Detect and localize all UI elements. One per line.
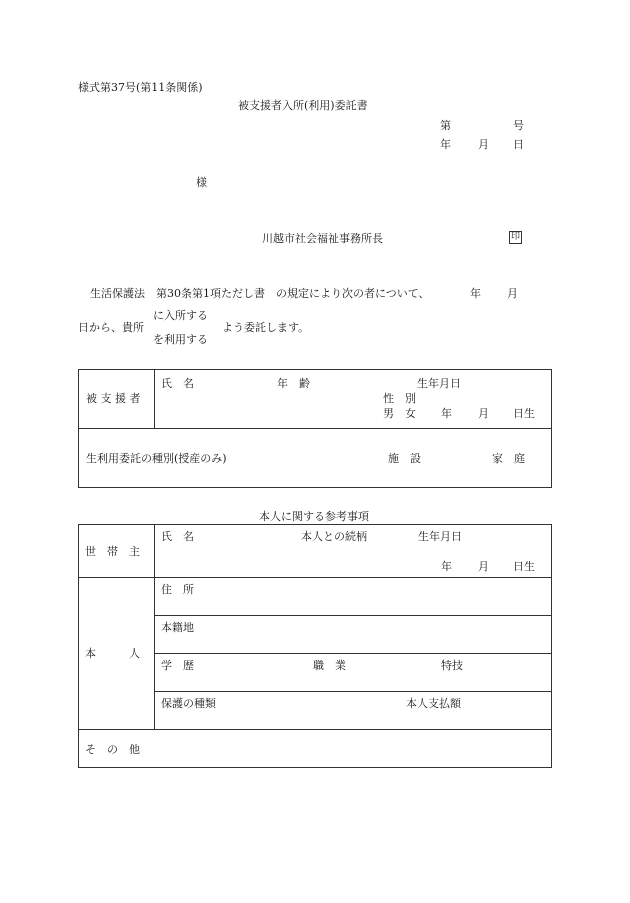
hh-birth-month-label: 月 [478,560,489,573]
hh-birth-day-label: 日生 [513,560,535,573]
address-label: 住 所 [161,583,194,596]
household-head-header: 世 帯 主 [85,545,140,558]
person-header: 本 人 [85,647,140,660]
body-line1: 生活保護法 第30条第1項ただし書 の規定により次の者について、 [90,287,430,300]
sex-options: 男 女 [383,407,416,420]
protection-type-label: 保護の種類 [161,697,216,710]
education-label: 学 歴 [161,659,194,672]
document-title: 被支援者入所(利用)委託書 [238,99,368,112]
domicile-label: 本籍地 [161,621,194,634]
addressee-sama: 様 [196,176,207,189]
facility-option: 施 設 [388,452,421,465]
number-dai-label: 第 [440,119,451,132]
commission-type-label: 生利用委託の種別(授産のみ) [86,452,227,465]
body-line1-month: 月 [507,287,518,300]
issuer-name: 川越市社会福祉事務所長 [262,232,383,245]
date-day-label: 日 [513,138,524,151]
birthdate-label: 生年月日 [417,377,461,390]
body-line2-prefix: 日から、貴所 [78,321,144,334]
hh-birthdate-label: 生年月日 [418,530,462,543]
birth-year-label: 年 [441,407,452,420]
form-number: 様式第37号(第11条関係) [78,81,203,94]
date-year-label: 年 [440,138,451,151]
relation-label: 本人との続柄 [301,530,367,543]
home-option: 家 庭 [492,452,525,465]
body-line1-year: 年 [470,287,481,300]
seal-mark: 印 [510,232,520,242]
payment-label: 本人支払額 [406,697,461,710]
date-month-label: 月 [478,138,489,151]
option-nyusho: に入所する [153,309,208,322]
supported-person-header: 被 支 援 者 [86,392,141,405]
birth-day-label: 日生 [513,407,535,420]
age-label: 年 齢 [277,377,310,390]
hh-name-label: 氏 名 [161,530,194,543]
sex-label: 性 別 [383,392,416,405]
name-label: 氏 名 [161,377,194,390]
body-line2-suffix: よう委託します。 [222,321,310,334]
occupation-label: 職 業 [313,659,346,672]
number-go-label: 号 [513,119,524,132]
reference-section-title: 本人に関する参考事項 [259,510,369,523]
other-label: そ の 他 [85,743,140,756]
option-riyou: を利用する [153,333,208,346]
birth-month-label: 月 [478,407,489,420]
hh-birth-year-label: 年 [441,560,452,573]
skill-label: 特技 [441,659,463,672]
